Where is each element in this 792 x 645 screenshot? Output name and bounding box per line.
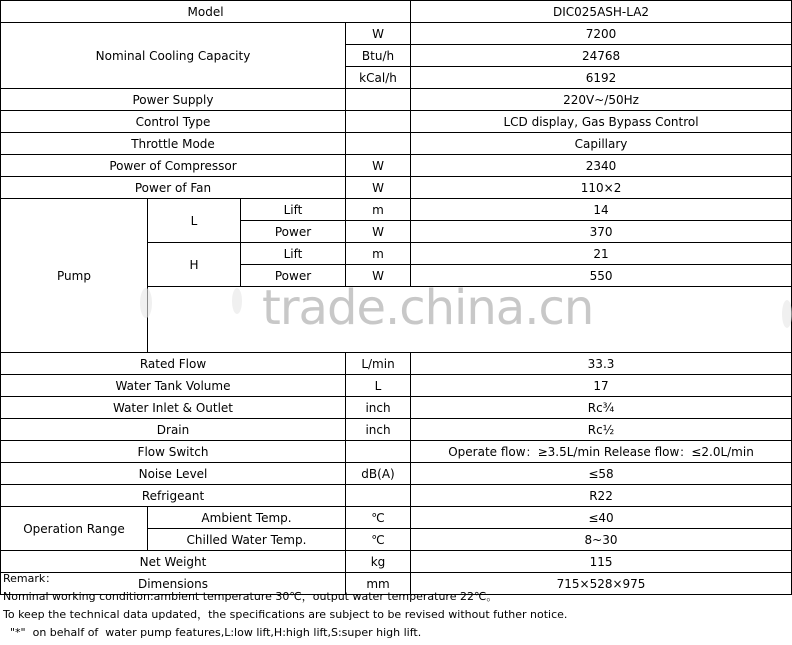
dimensions-unit: mm [346, 573, 411, 595]
row-drain [1, 419, 792, 441]
pump-value: 14 [411, 199, 792, 221]
operation-param: Chilled Water Temp. [148, 529, 346, 551]
control-type-label: Control Type [1, 111, 346, 133]
model-value: DIC025ASH-LA2 [411, 1, 792, 23]
drain-label: Drain [1, 419, 346, 441]
row-operation-ambient [1, 507, 792, 529]
net-weight-unit: kg [346, 551, 411, 573]
throttle-mode-unit [346, 133, 411, 155]
pump-label: Pump [1, 199, 148, 353]
operation-value: 8~30 [411, 529, 792, 551]
row-inlet-outlet [1, 397, 792, 419]
operation-unit: ℃ [346, 529, 411, 551]
power-supply-unit [346, 89, 411, 111]
inlet-outlet-value: Rc¾ [411, 397, 792, 419]
pump-value: 550 [411, 265, 792, 287]
power-supply-label: Power Supply [1, 89, 346, 111]
flow-switch-label: Flow Switch [1, 441, 346, 463]
pump-param: Lift [241, 199, 346, 221]
refrigerant-label: Refrigeant [1, 485, 346, 507]
remarks-line: To keep the technical data updated，the specifications are subject to be revised without futher notice. [3, 608, 568, 621]
cooling-unit: W [346, 23, 411, 45]
rated-flow-value: 33.3 [411, 353, 792, 375]
tank-volume-unit: L [346, 375, 411, 397]
remarks [3, 570, 567, 642]
pump-value: 21 [411, 243, 792, 265]
row-throttle-mode [1, 133, 792, 155]
row-power-compressor [1, 155, 792, 177]
cooling-unit: Btu/h [346, 45, 411, 67]
row-rated-flow [1, 353, 792, 375]
power-fan-label: Power of Fan [1, 177, 346, 199]
row-model [1, 1, 792, 23]
watermark: trade.china.cn [262, 280, 594, 336]
remarks-title: Remark： [3, 572, 57, 585]
dimensions-value: 715×528×975 [411, 573, 792, 595]
net-weight-label: Net Weight [1, 551, 346, 573]
drain-unit: inch [346, 419, 411, 441]
control-type-unit [346, 111, 411, 133]
rated-flow-unit: L/min [346, 353, 411, 375]
pump-unit: W [346, 265, 411, 287]
operation-value: ≤40 [411, 507, 792, 529]
operation-param: Ambient Temp. [148, 507, 346, 529]
tank-volume-value: 17 [411, 375, 792, 397]
refrigerant-unit [346, 485, 411, 507]
row-cooling-w [1, 23, 792, 45]
noise-unit: dB(A) [346, 463, 411, 485]
power-compressor-value: 2340 [411, 155, 792, 177]
inlet-outlet-label: Water Inlet & Outlet [1, 397, 346, 419]
pump-param: Lift [241, 243, 346, 265]
operation-range-label: Operation Range [1, 507, 148, 551]
flow-switch-value: Operate flow：≥3.5L/min Release flow：≤2.0L/min [411, 441, 792, 463]
cooling-label: Nominal Cooling Capacity [1, 23, 346, 89]
row-tank-volume [1, 375, 792, 397]
cooling-unit: kCal/h [346, 67, 411, 89]
drain-value: Rc½ [411, 419, 792, 441]
throttle-mode-label: Throttle Mode [1, 133, 346, 155]
throttle-mode-value: Capillary [411, 133, 792, 155]
watermark-smudge [232, 288, 242, 314]
cooling-value: 7200 [411, 23, 792, 45]
row-pump-l-lift [1, 199, 792, 221]
pump-group-h-label: H [148, 243, 241, 287]
operation-unit: ℃ [346, 507, 411, 529]
pump-value: 370 [411, 221, 792, 243]
pump-unit: m [346, 199, 411, 221]
cooling-value: 6192 [411, 67, 792, 89]
remarks-line: "*" on behalf of water pump features,L:low lift,H:high lift,S:super high lift. [3, 626, 422, 639]
net-weight-value: 115 [411, 551, 792, 573]
row-power-supply [1, 89, 792, 111]
row-power-fan [1, 177, 792, 199]
power-compressor-unit: W [346, 155, 411, 177]
power-fan-unit: W [346, 177, 411, 199]
power-fan-value: 110×2 [411, 177, 792, 199]
control-type-value: LCD display, Gas Bypass Control [411, 111, 792, 133]
row-noise [1, 463, 792, 485]
dimensions-label: Dimensions [1, 573, 346, 595]
noise-value: ≤58 [411, 463, 792, 485]
pump-param: Power [241, 265, 346, 287]
cooling-value: 24768 [411, 45, 792, 67]
row-control-type [1, 111, 792, 133]
watermark-smudge [140, 288, 152, 318]
pump-unit: m [346, 243, 411, 265]
model-label: Model [1, 1, 411, 23]
remarks-line: Nominal working condition:ambient temperature 30℃，output water temperature 22℃。 [3, 590, 498, 603]
power-supply-value: 220V~/50Hz [411, 89, 792, 111]
tank-volume-label: Water Tank Volume [1, 375, 346, 397]
row-refrigerant [1, 485, 792, 507]
flow-switch-unit [346, 441, 411, 463]
refrigerant-value: R22 [411, 485, 792, 507]
rated-flow-label: Rated Flow [1, 353, 346, 375]
power-compressor-label: Power of Compressor [1, 155, 346, 177]
inlet-outlet-unit: inch [346, 397, 411, 419]
pump-unit: W [346, 221, 411, 243]
noise-label: Noise Level [1, 463, 346, 485]
pump-param: Power [241, 221, 346, 243]
watermark-smudge [782, 300, 792, 328]
pump-group-l-label: L [148, 199, 241, 243]
row-flow-switch [1, 441, 792, 463]
